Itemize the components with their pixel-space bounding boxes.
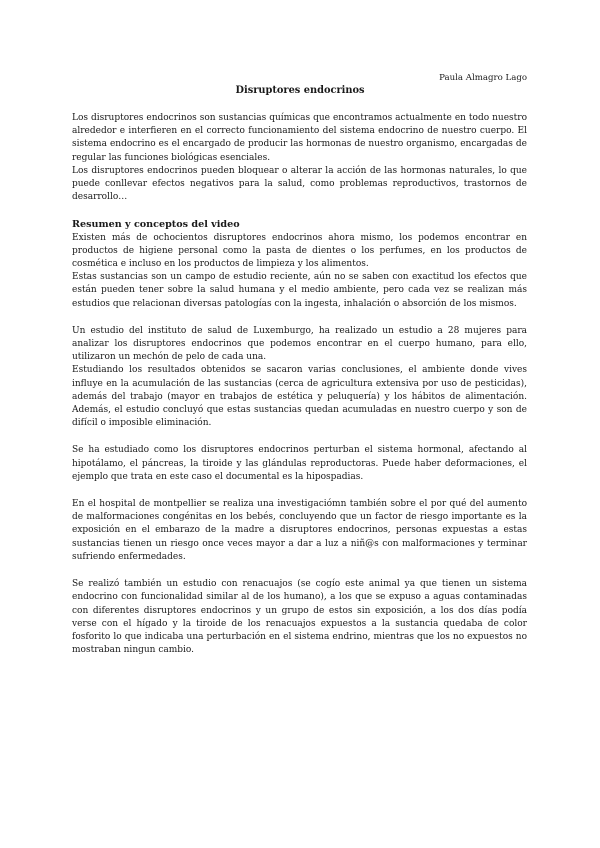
paragraph-hormonal: Se ha estudiado como los disruptores endocrinos perturban el sistema hormonal, afectando al hipotálamo, el páncreas, la tiroide y las glándulas reproductoras. Puede haber deformaciones, el ejemplo que trata en este caso el documental es la hipospadias. xyxy=(72,445,527,482)
author-name: Paula Almagro Lago xyxy=(439,73,527,83)
section-heading: Resumen y conceptos del video xyxy=(72,219,240,231)
paragraph-intro-2: Los disruptores endocrinos pueden bloquear o alterar la acción de las hormonas naturales, lo que puede conllevar efectos negativos para la salud, como problemas reproductivos, trastornos de desarrollo… xyxy=(72,165,527,203)
paragraph-montpellier: En el hospital de montpellier se realiza una investigaciómn también sobre el por qué del aumento de malformaciones congénitas en los bebés, concluyendo que un factor de riesgo importante es la exposición en el embarazo de la madre a disruptores endocrinos, personas expuestas a estas sustancias tienen un riesgo once veces mayor a dar a luz a niñ@s con malformaciones y terminar sufriendo enfermedades. xyxy=(72,499,527,562)
paragraph-summary-2: Estas sustancias son un campo de estudio reciente, aún no se saben con exactitud los efectos que están pueden tener sobre la salud humana y el medio ambiente, pero cada vez se realizan más estudios que relacionan diversas patologías con la ingesta, inhalación o absorción de los mismos. xyxy=(72,272,527,309)
document-title: Disruptores endocrinos xyxy=(235,85,365,96)
paragraph-luxembourg-1: Un estudio del instituto de salud de Luxemburgo, ha realizado un estudio a 28 mujeres para analizar los disruptores endocrinos que podemos encontrar en el cuerpo humano, para ello, utilizaron un mechón de pelo de cada una. xyxy=(72,325,527,363)
paragraph-luxembourg-2: Estudiando los resultados obtenidos se sacaron varias conclusiones, el ambiente donde vives influye en la acumulación de las sustancias (cerca de agricultura extensiva por uso de pesticidas), además del trabajo (mayor en trabajos de estética y peluquería) y los hábitos de alimentación. Además, el estudio concluyó que estas sustancias quedan acumuladas en nuestro cuerpo y son de difícil o imposible eliminación. xyxy=(72,365,527,429)
document-body xyxy=(72,112,527,657)
paragraph-intro-1: Los disruptores endocrinos son sustancias químicas que encontramos actualmente en todo nuestro alrededor e interfieren en el correcto funcionamiento del sistema endocrino de nuestro cuerpo. El sistema endocrino es el encargado de producir las hormonas de nuestro organismo, encargadas de regular las funciones biológicas esenciales. xyxy=(72,113,527,163)
paragraph-tadpoles: Se realizó también un estudio con renacuajos (se cogío este animal ya que tienen un sistema endocrino con funcionalidad similar al de los humano), a los que se expuso a aguas contaminadas con diferentes disruptores endocrinos y un grupo de estos sin exposición, a los dos días podía verse con el hígado y la tiroide de los renacuajos expuestos a la sustancia quedaba de color fosforito lo que indicaba una perturbación en el sistema endrino, mientras que los no expuestos no mostraban ningun cambio. xyxy=(72,579,527,656)
paragraph-summary-1: Existen más de ochocientos disruptores endocrinos ahora mismo, los podemos encontrar en productos de higiene personal como la pasta de dientes o los perfumes, en los productos de cosmética e incluso en los productos de limpieza y los alimentos. xyxy=(72,232,527,270)
